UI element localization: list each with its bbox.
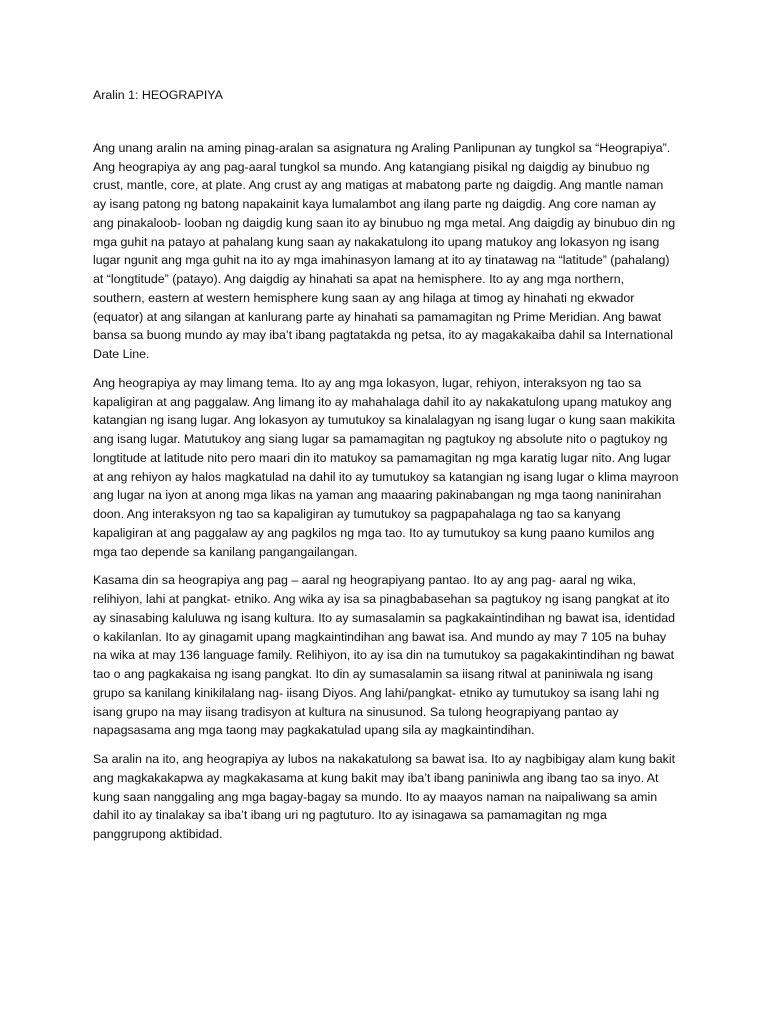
paragraph-3: Kasama din sa heograpiya ang pag – aaral ng heograpiyang pantao. Ito ay ang pag- aaral ng wika, relihiyon, lahi at pangkat- etniko. Ang wika ay isa sa pinagbabasehan sa pagtukoy ng isang pangkat at ito ay sinasabing kaluluwa ng isang kultura. Ito ay sumasalamin sa pagkakaintindihan ng bawat isa, identidad o kakilanlan. Ito ay ginagamit upang magkaintindihan ang bawat isa. And mundo ay may 7 105 na buhay na wika at may 136 language family. Relihiyon, ito ay isa din na tumutukoy sa pagakakintindihan ng bawat tao o ang pagkakaisa ng isang pangkat. Ito din ay sumasalamin sa iisang ritwal at paniniwala ng isang grupo sa kanilang kinikilalang nag- iisang Diyos. Ang lahi/pangkat- etniko ay tumutukoy sa isang lahi ng isang grupo na may iisang tradisyon at kultura na sinusunod. Sa tulong heograpiyang pantao ay napagsasama ang mga taong may pagkakatulad upang sila ay magkaintindihan. — [93, 573, 676, 738]
document-body — [93, 86, 679, 854]
paragraph-2: Ang heograpiya ay may limang tema. Ito ay ang mga lokasyon, lugar, rehiyon, interaksyon ng tao sa kapaligiran at ang paggalaw. Ang limang ito ay mahahalaga dahil ito ay nakakatulong upang matukoy ang katangian ng isang lugar. Ang lokasyon ay tumutukoy sa kinalalagyan ng isang lugar o kung saan makikita ang isang lugar. Matutukoy ang siang lugar sa pamamagitan ng pagtukoy ng absolute nito o pagtukoy ng longtitude at latitude nito pero maari din ito matukoy sa pamamagitan ng mga karatig lugar nito. Ang lugar at ang rehiyon ay halos magkatulad na dahil ito ay tumutukoy sa katangian ng isang lugar o klima mayroon ang lugar na iyon at anong mga likas na yaman ang maaaring pakinabangan ng mga taong naninirahan doon. Ang interaksyon ng tao sa kapaligiran ay tumutukoy sa pagpapahalaga ng tao sa kanyang kapaligiran at ang paggalaw ay ang pagkilos ng mga tao. Ito ay tumutukoy sa kung paano kumilos ang mga tao depende sa kanilang pangangailangan. — [93, 375, 679, 559]
paragraph-1: Ang unang aralin na aming pinag-aralan sa asignatura ng Araling Panlipunan ay tungkol sa “Heograpiya”. Ang heograpiya ay ang pag-aaral tungkol sa mundo. Ang katangiang pisikal ng daigdig ay binubuo ng crust, mantle, core, at plate. Ang crust ay ang matigas at mabatong parte ng daigdig. Ang mantle naman ay isang patong ng batong napakainit kaya lumalambot ang ilang parte ng daigdig. Ang core naman ay ang pinakaloob- looban ng daigdig kung saan ito ay binubuo ng mga metal. Ang daigdig ay binubuo din ng mga guhit na patayo at pahalang kung saan ay nakakatulong ito upang matukoy ang lokasyon ng isang lugar ngunit ang mga guhit na ito ay mga imahinasyon lamang at ito ay tinatawag na “latitude” (pahalang) at “longtitude” (patayo). Ang daigdig ay hinahati sa apat na hemisphere. Ito ay ang mga northern, southern, eastern at western hemisphere kung saan ay ang hilaga at timog ay hinahati ng ekwador (equator) at ang silangan at kanlurang parte ay hinahati sa pamamagitan ng Prime Meridian. Ang bawat bansa sa buong mundo ay may iba’t ibang pagtatakda ng petsa, ito ay magakakaiba dahil sa International Date Line. — [93, 140, 676, 361]
page-title: Aralin 1: HEOGRAPIYA — [93, 88, 223, 102]
paragraph-4: Sa aralin na ito, ang heograpiya ay lubos na nakakatulong sa bawat isa. Ito ay nagbibigay alam kung bakit ang magkakakapwa ay magkakasama at kung bakit may iba’t ibang paniniwla ang ibang tao sa inyo. At kung saan nanggaling ang mga bagay-bagay sa mundo. Ito ay maayos naman na naipaliwang sa amin dahil ito ay tinalakay sa iba’t ibang uri ng pagtuturo. Ito ay isinagawa sa pamamagitan ng mga panggrupong aktibidad. — [93, 752, 676, 841]
